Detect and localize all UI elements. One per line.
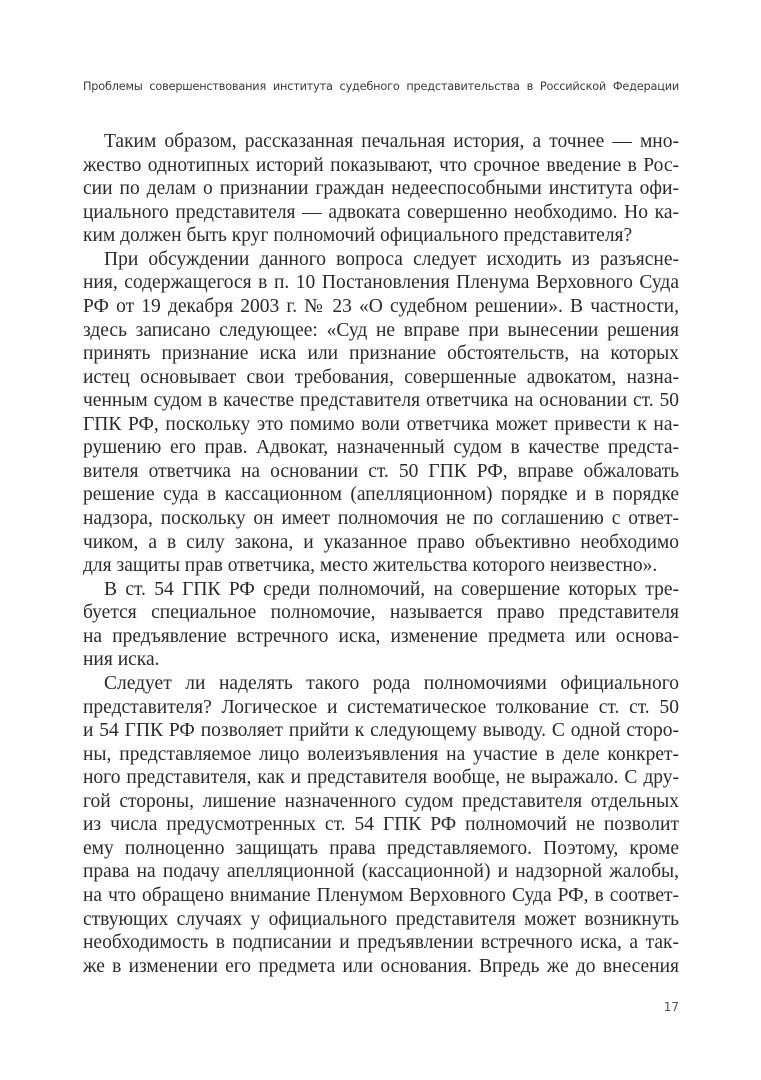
text-line: ким должен быть круг полномочий официального представителя? <box>83 225 633 247</box>
text-line: В ст. 54 ГПК РФ среди полномочий, на совершение которых тре- <box>104 578 679 600</box>
body-text <box>83 130 679 978</box>
text-line: и 54 ГПК РФ позволяет прийти к следующему выводу. С одной сторо- <box>83 720 679 742</box>
text-line: вителя ответчика на основании ст. 50 ГПК РФ, вправе обжаловать <box>83 460 679 482</box>
text-line: здесь записано следующее: «Суд не вправе при вынесении решения <box>83 319 679 341</box>
text-line: необходимость в подписании и предъявлении встречного иска, а так- <box>83 932 679 954</box>
text-line: надзора, поскольку он имеет полномочия не по соглашению с ответ- <box>83 508 679 529</box>
text-line: же в изменении его предмета или основания. Впредь же до внесения <box>83 955 679 977</box>
text-line: ного представителя, как и представителя вообще, не выражало. С дру- <box>83 767 679 789</box>
text-line: истец основывает свои требования, совершенные адвокатом, назна- <box>83 366 679 388</box>
text-line: чиком, а в силу закона, и указанное право объективно необходимо <box>83 531 679 553</box>
text-line: сии по делам о признании граждан недееспособными института офи- <box>83 178 679 200</box>
text-line: для защиты прав ответчика, место жительства которого неизвестно». <box>83 555 658 577</box>
text-line: из числа предусмотренных ст. 54 ГПК РФ полномочий не позволит <box>83 814 679 836</box>
text-line: Следует ли наделять такого рода полномочиями официального <box>104 672 679 694</box>
running-head: Проблемы совершенствования института судебного представительства в Российской Федерации <box>83 80 679 93</box>
text-line: представителя? Логическое и систематическое толкование ст. ст. 50 <box>83 696 679 718</box>
text-line: ченным судом в качестве представителя ответчика на основании ст. 50 <box>83 390 679 412</box>
text-line: При обсуждении данного вопроса следует исходить из разъясне- <box>104 248 679 270</box>
text-line: на предъявление встречного иска, изменение предмета или основа- <box>83 625 679 647</box>
text-line: гой стороны, лишение назначенного судом представителя отдельных <box>83 790 679 812</box>
text-line: ния иска. <box>83 649 160 671</box>
text-line: ствующих случаях у официального представителя может возникнуть <box>83 908 679 930</box>
text-line: ему полноценно защищать права представляемого. Поэтому, кроме <box>83 837 679 859</box>
text-line: на что обращено внимание Пленумом Верховного Суда РФ, в соответ- <box>83 885 679 906</box>
text-line: ния, содержащегося в п. 10 Постановления Пленума Верховного Суда <box>83 272 679 294</box>
text-line: циального представителя — адвоката совершенно необходимо. Но ка- <box>83 201 679 223</box>
text-line: буется специальное полномочие, называется право представителя <box>83 602 679 624</box>
text-line: ны, представляемое лицо волеизъявления на участие в деле конкрет- <box>83 743 679 765</box>
text-line: Таким образом, рассказанная печальная история, а точнее — мно- <box>104 131 679 152</box>
text-line: решение суда в кассационном (апелляционном) порядке и в порядке <box>83 484 679 506</box>
text-line: рушению его прав. Адвокат, назначенный судом в качестве предста- <box>83 437 679 459</box>
text-line: ГПК РФ, поскольку это помимо воли ответчика может привести к на- <box>83 413 679 435</box>
text-line: права на подачу апелляционной (кассационной) и надзорной жалобы, <box>83 861 679 883</box>
page-number: 17 <box>663 1000 679 1014</box>
text-line: РФ от 19 декабря 2003 г. № 23 «О судебном решении». В частности, <box>83 295 679 317</box>
text-line: жество однотипных историй показывают, что срочное введение в Рос- <box>83 154 679 176</box>
text-line: принять признание иска или признание обстоятельств, на которых <box>83 343 679 365</box>
